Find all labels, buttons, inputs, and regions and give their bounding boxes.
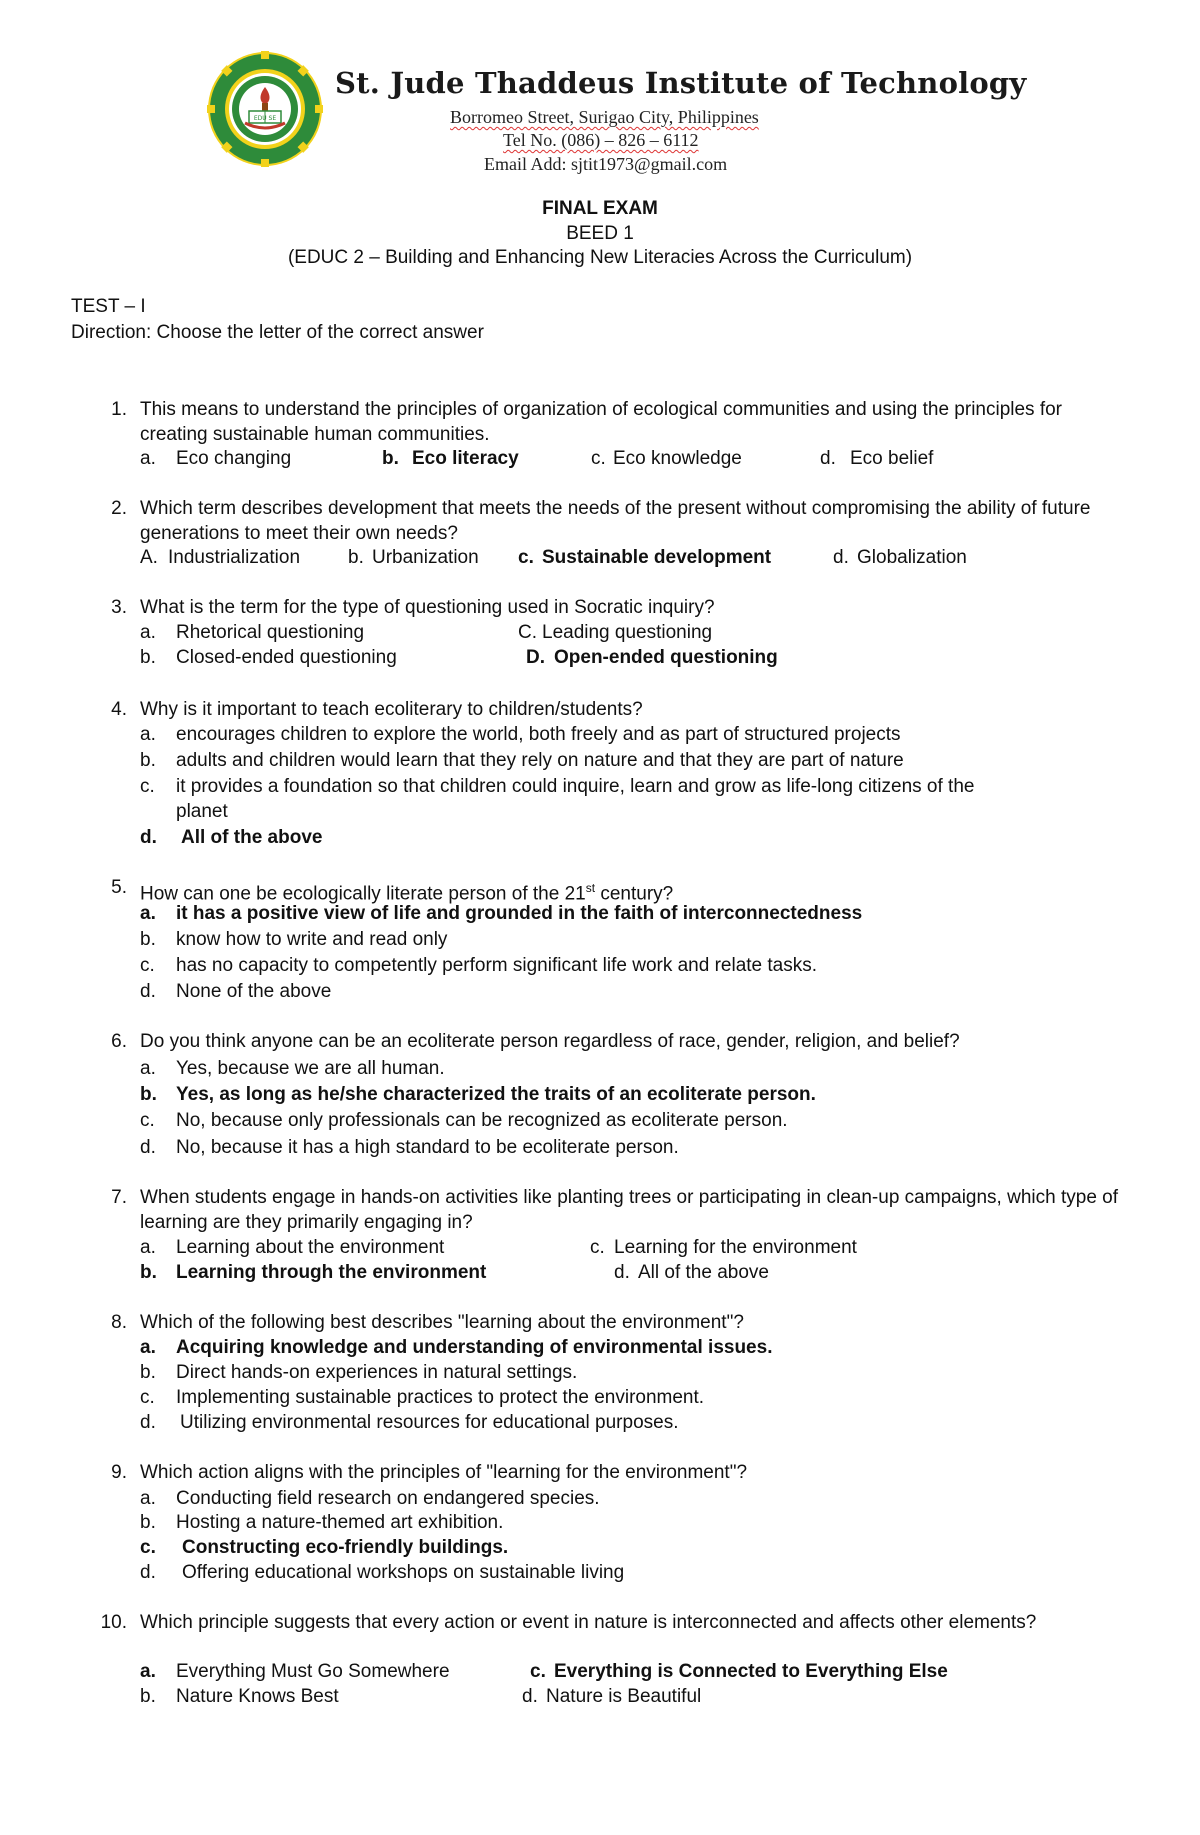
question-text: Which action aligns with the principles of "learning for the environment"? bbox=[140, 1462, 748, 1483]
school-name: St. Jude Thaddeus Institute of Technology bbox=[335, 66, 1027, 100]
option: a. Learning about the environment bbox=[140, 1237, 445, 1258]
option: d. Utilizing environmental resources for educational purposes. bbox=[140, 1412, 679, 1433]
option: C. Leading questioning bbox=[518, 622, 713, 643]
exam-title: FINAL EXAM bbox=[542, 198, 658, 219]
question-number: 5. bbox=[111, 877, 127, 898]
question-text: This means to understand the principles of organization of ecological communities and using the principles for creating sustainable human communities. bbox=[140, 399, 1063, 445]
option: d. No, because it has a high standard to be ecoliterate person. bbox=[140, 1137, 679, 1158]
question-number: 7. bbox=[111, 1187, 127, 1208]
option-correct: c. Sustainable development bbox=[518, 547, 772, 568]
question-text: Why is it important to teach ecoliterary to children/students? bbox=[140, 699, 643, 720]
option: b. Hosting a nature-themed art exhibition. bbox=[140, 1512, 504, 1533]
option-correct: a. Acquiring knowledge and understanding of environmental issues. bbox=[140, 1337, 773, 1358]
question-text: Do you think anyone can be an ecoliterate person regardless of race, gender, religion, and belief? bbox=[140, 1031, 960, 1052]
option: c. No, because only professionals can be recognized as ecoliterate person. bbox=[140, 1110, 788, 1131]
option: c. it provides a foundation so that children could inquire, learn and grow as life-long citizens of the bbox=[140, 776, 975, 797]
question-text: Which of the following best describes "learning about the environment"? bbox=[140, 1312, 744, 1333]
question-number: 3. bbox=[111, 597, 127, 618]
question-number: 6. bbox=[111, 1031, 127, 1052]
exam-course: (EDUC 2 – Building and Enhancing New Literacies Across the Curriculum) bbox=[287, 247, 913, 268]
option: a. Eco changing bbox=[140, 448, 292, 469]
option: d. Nature is Beautiful bbox=[522, 1686, 702, 1707]
question-number: 10. bbox=[100, 1612, 127, 1633]
option-correct: a. it has a positive view of life and grounded in the faith of interconnectedness bbox=[140, 903, 863, 924]
option-correct: c. Everything is Connected to Everything Else bbox=[530, 1661, 948, 1682]
option: c. Eco knowledge bbox=[591, 448, 742, 469]
option: b. know how to write and read only bbox=[140, 929, 448, 950]
question-text: When students engage in hands-on activities like planting trees or participating in clean-up campaigns, which type of learning are they primarily engaging in? bbox=[140, 1187, 1119, 1233]
option-continuation: planet bbox=[176, 801, 228, 822]
question-text: Which principle suggests that every action or event in nature is interconnected and affects other elements? bbox=[140, 1612, 1037, 1633]
option: c. has no capacity to competently perform significant life work and relate tasks. bbox=[140, 955, 818, 976]
email-label: Email Add: bbox=[484, 154, 567, 174]
option: b. Direct hands-on experiences in natural settings. bbox=[140, 1362, 578, 1383]
question-number: 1. bbox=[111, 399, 127, 420]
option: a. Yes, because we are all human. bbox=[140, 1058, 445, 1079]
option: a. Rhetorical questioning bbox=[140, 622, 365, 643]
option: A. Industrialization bbox=[140, 547, 301, 568]
option: d. Globalization bbox=[833, 547, 967, 568]
option: a. encourages children to explore the world, both freely and as part of structured projects bbox=[140, 724, 901, 745]
option-correct: c. Constructing eco-friendly buildings. bbox=[140, 1537, 509, 1558]
option: b. Urbanization bbox=[348, 547, 479, 568]
question-number: 9. bbox=[111, 1462, 127, 1483]
option-correct: b. Yes, as long as he/she characterized the traits of an ecoliterate person. bbox=[140, 1084, 816, 1105]
question-number: 8. bbox=[111, 1312, 127, 1333]
option: c. Implementing sustainable practices to protect the environment. bbox=[140, 1387, 705, 1408]
email-address: sjtit1973@gmail.com bbox=[571, 154, 728, 174]
school-logo bbox=[206, 50, 324, 168]
option-correct: d. All of the above bbox=[140, 827, 323, 848]
option: d. Offering educational workshops on sustainable living bbox=[140, 1562, 625, 1583]
option: c. Learning for the environment bbox=[590, 1237, 857, 1258]
option-correct: b. Learning through the environment bbox=[140, 1262, 487, 1283]
option: d. All of the above bbox=[614, 1262, 769, 1283]
test-direction: Direction: Choose the letter of the correct answer bbox=[71, 322, 484, 343]
option: b. adults and children would learn that they rely on nature and that they are part of nature bbox=[140, 750, 904, 771]
svg-text:EDU SE: EDU SE bbox=[253, 115, 277, 122]
question-text: How can one be ecologically literate person of the 21st century? bbox=[140, 881, 674, 905]
option: d. None of the above bbox=[140, 981, 332, 1002]
option: a. Conducting field research on endangered species. bbox=[140, 1488, 600, 1509]
school-email-line bbox=[484, 154, 727, 175]
option-correct: D. Open-ended questioning bbox=[526, 647, 778, 668]
question-number: 2. bbox=[111, 498, 127, 519]
question-text: What is the term for the type of questioning used in Socratic inquiry? bbox=[140, 597, 715, 618]
option: b. Nature Knows Best bbox=[140, 1686, 339, 1707]
question-text: Which term describes development that meets the needs of the present without compromising the ability of future generations to meet their own needs? bbox=[140, 498, 1091, 544]
question-number: 4. bbox=[111, 699, 127, 720]
option: d. Eco belief bbox=[820, 448, 934, 469]
option: b. Closed-ended questioning bbox=[140, 647, 397, 668]
test-heading: TEST – I bbox=[71, 296, 146, 317]
option-correct: b. Eco literacy bbox=[382, 448, 519, 469]
school-tel: Tel No. (086) – 826 – 6112 bbox=[503, 130, 699, 150]
exam-section: BEED 1 bbox=[566, 223, 634, 244]
school-address: Borromeo Street, Surigao City, Philippines bbox=[450, 107, 759, 127]
option: a. Everything Must Go Somewhere bbox=[140, 1661, 450, 1682]
